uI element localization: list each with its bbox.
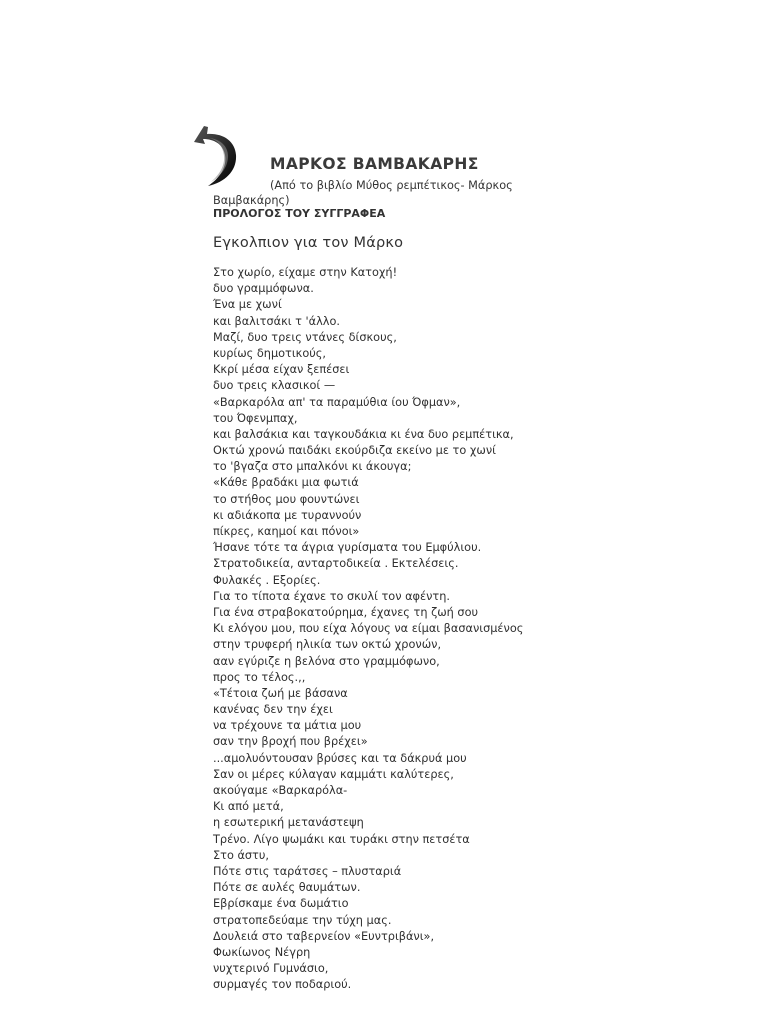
poem-line: κι αδιάκοπα με τυραννούν <box>213 508 362 522</box>
poem-line: Για το τίποτα έχανε το σκυλί τον αφέντη. <box>213 589 450 603</box>
poem-line: Οκτώ χρονώ παιδάκι εκούρδιζα εκείνο με το χωνί <box>213 444 496 458</box>
poem-line: το 'βγαζα στο μπαλκόνι κι άκουγα; <box>213 460 412 474</box>
poem-line: Κκρί μέσα είχαν ξεπέσει <box>213 363 350 377</box>
poem-line: σαν την βροχή που βρέχει» <box>213 735 368 749</box>
poem-line: «Βαρκαρόλα απ' τα παραμύθια ίου Όφμαν», <box>213 395 461 409</box>
poem-line: κανένας δεν την έχει <box>213 703 333 717</box>
poem-line: Φωκίωνος Νέγρη <box>213 945 311 959</box>
poem-line: Κι ελόγου μου, που είχα λόγους να είμαι βασανισμένος <box>213 622 524 636</box>
poem-line: Δουλειά στο ταβερνείον «Ευντριβάνι», <box>213 929 435 943</box>
poem-line: και βαλσάκια και ταγκουδάκια κι ένα δυο ρεμπέτικα, <box>213 427 514 441</box>
prologue-heading: ΠΡΟΛΟΓΟΣ ΤΟΥ ΣΥΓΓΡΑΦΕΑ <box>213 207 386 220</box>
poem-line: Τρένο. Λίγο ψωμάκι και τυράκι στην πετσέτα <box>213 832 470 846</box>
source-note: (Από το βιβλίο Μύθος ρεμπέτικος- Μάρκος Βαμβακάρης) <box>213 179 513 207</box>
poem-line: του Όφενμπαχ, <box>213 411 298 425</box>
poem-line: να τρέχουνε τα μάτια μου <box>213 719 362 733</box>
poem-line: Σαν οι μέρες κύλαγαν καμμάτι καλύτερες, <box>213 767 454 781</box>
poem-line: ακούγαμε «Βαρκαρόλα- <box>213 784 348 797</box>
poem-line: ...αμολυόντουσαν βρύσες και τα δάκρυά μου <box>213 751 467 765</box>
poem-line: νυχτερινό Γυμνάσιο, <box>213 962 329 976</box>
poem-line: στρατοπεδεύαμε την τύχη μας. <box>213 913 392 927</box>
poem-line: ααν εγύριζε η βελόνα στο γραμμόφωνο, <box>213 654 440 668</box>
poem-line: Στο άστυ, <box>213 848 269 862</box>
poem-title: Εγκολπιον για τον Μάρκο <box>213 235 404 251</box>
poem-line: κυρίως δημοτικούς, <box>213 346 326 360</box>
poem-line: Ένα με χωνί <box>213 298 282 312</box>
poem-lines <box>213 265 523 993</box>
poem-line: Για ένα στραβοκατούρημα, έχανες τη ζωή σου <box>213 605 479 619</box>
page-title: ΜΑΡΚΟΣ ΒΑΜΒΑΚΑΡΗΣ <box>270 155 479 173</box>
poem-line: προς το τέλος.,, <box>213 670 306 684</box>
poem-line: Φυλακές . Εξορίες. <box>213 573 321 587</box>
poem-line: Πότε σε αυλές θαυμάτων. <box>213 881 361 895</box>
poem-line: δυο γραμμόφωνα. <box>213 282 314 296</box>
poem-line: Εβρίσκαμε ένα δωμάτιο <box>213 897 349 911</box>
poem-line: Κι από μετά, <box>213 800 284 814</box>
poem-line: πίκρες, καημοί και πόνοι» <box>213 525 360 538</box>
poem-line: και βαλιτσάκι τ 'άλλο. <box>213 314 340 328</box>
poem-line: δυο τρεις κλασικοί — <box>213 379 336 393</box>
poem-line: Στρατοδικεία, ανταρτοδικεία . Εκτελέσεις. <box>213 557 459 571</box>
poem-line: Μαζί, δυο τρεις ντάνες δίσκους, <box>213 330 397 344</box>
poem-line: το στήθος μου φουντώνει <box>213 492 360 506</box>
poem-line: στην τρυφερή ηλικία των οκτώ χρονών, <box>213 638 442 652</box>
poem-line: Ήσανε τότε τα άγρια γυρίσματα του Εμφύλιου. <box>213 541 482 555</box>
poem-line: Πότε στις ταράτσες – πλυσταριά <box>213 864 402 878</box>
poem-line: συρμαγές τον ποδαριού. <box>213 978 352 992</box>
poem-line: «Κάθε βραδάκι μια φωτιά <box>213 476 359 490</box>
poem-line: «Τέτοια ζωή με βάσανα <box>213 686 348 700</box>
poem-line: Στο χωρίο, είχαμε στην Κατοχή! <box>213 266 398 279</box>
poem-line: η εσωτερική μετανάστεψη <box>213 816 364 830</box>
